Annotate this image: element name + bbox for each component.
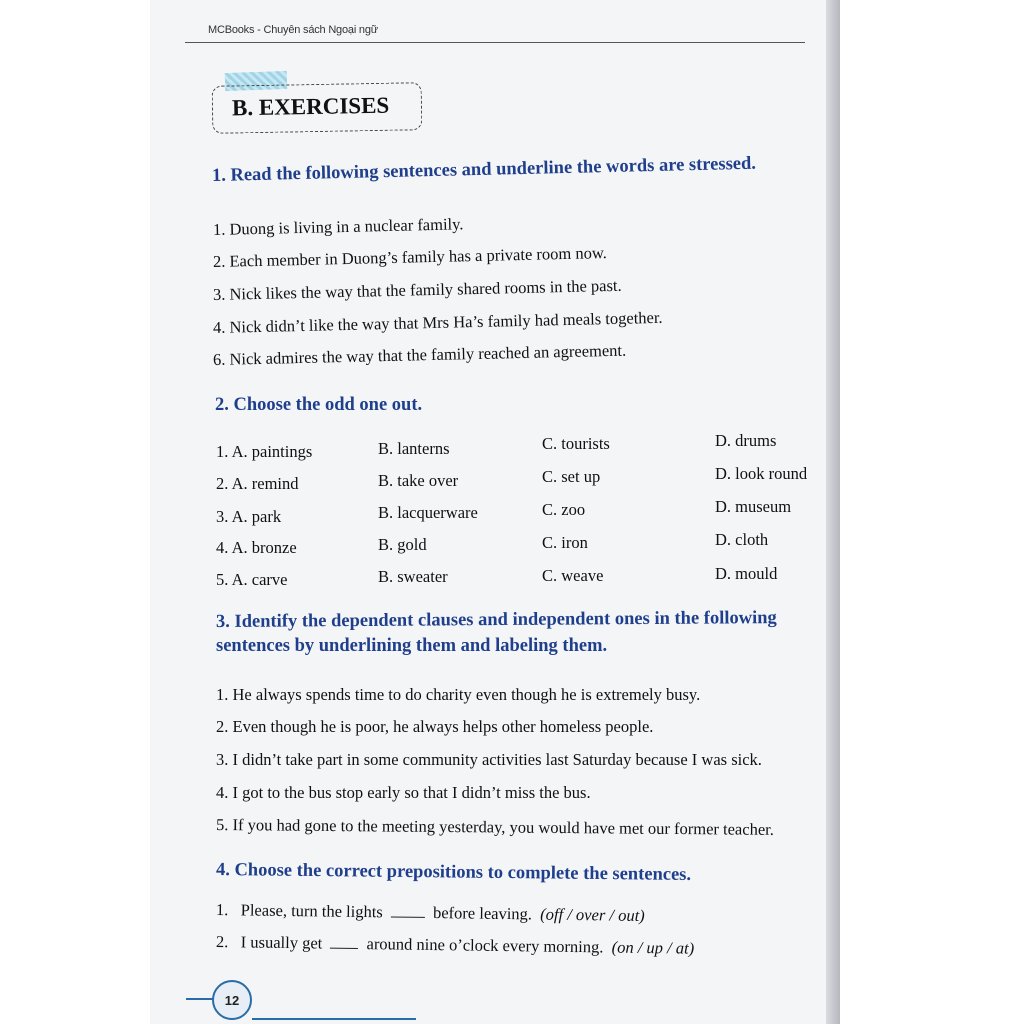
item-text-after: before leaving. — [432, 903, 533, 924]
option-cell: D. mould — [715, 564, 778, 583]
option-cell: B. lacquerware — [378, 503, 478, 522]
option-cell: C. iron — [542, 533, 588, 552]
item-number: 2. — [215, 932, 229, 952]
answer-blank[interactable] — [330, 948, 358, 949]
exercise-2-heading: 2. Choose the odd one out. — [215, 395, 423, 415]
exercise-1-item: 1. Duong is living in a nuclear family. — [212, 214, 464, 239]
section-title: B. EXERCISES — [231, 92, 390, 121]
answer-blank[interactable] — [391, 916, 425, 917]
exercise-4-heading: 4. Choose the correct prepositions to complete the sentences. — [215, 860, 692, 885]
option-cell: D. look round — [715, 464, 808, 483]
item-options: (on / up / at) — [611, 937, 695, 958]
exercise-1-item: 2. Each member in Duong’s family has a private room now. — [212, 243, 608, 271]
option-cell: B. sweater — [378, 567, 448, 586]
option-cell: 5. A. carve — [216, 570, 288, 589]
option-cell: D. drums — [715, 431, 777, 450]
option-cell: B. gold — [378, 535, 427, 554]
option-cell: 1. A. paintings — [216, 442, 313, 461]
option-cell: B. take over — [378, 471, 459, 490]
exercise-1-heading: 1. Read the following sentences and underline the words are stressed. — [211, 153, 757, 186]
option-cell: 4. A. bronze — [216, 538, 297, 557]
option-cell: C. set up — [542, 467, 601, 486]
exercise-3-item: 4. I got to the bus stop early so that I didn’t miss the bus. — [216, 783, 591, 802]
option-cell: B. lanterns — [378, 439, 450, 458]
option-cell: D. museum — [715, 497, 792, 516]
exercise-1-item: 4. Nick didn’t like the way that Mrs Ha’s family had meals together. — [212, 307, 663, 337]
item-text-before: I usually get — [240, 932, 323, 953]
exercise-3-heading: 3. Identify the dependent clauses and independent ones in the following — [215, 608, 777, 632]
footer-rule-right — [252, 1018, 416, 1020]
page-number: 12 — [212, 980, 252, 1020]
option-cell: 2. A. remind — [216, 474, 299, 493]
item-number: 1. — [215, 900, 229, 920]
publisher-header: MCBooks - Chuyên sách Ngoại ngữ — [208, 24, 378, 36]
item-options: (off / over / out) — [540, 904, 645, 925]
exercise-3-item: 3. I didn’t take part in some community activities last Saturday because I was sick. — [216, 750, 762, 769]
exercise-3-item: 2. Even though he is poor, he always helps other homeless people. — [216, 717, 654, 736]
exercise-3-item: 1. He always spends time to do charity even though he is extremely busy. — [216, 685, 701, 704]
item-text-after: around nine o’clock every morning. — [366, 934, 604, 957]
option-cell: C. weave — [542, 566, 604, 585]
option-cell: C. zoo — [542, 500, 586, 519]
exercise-3-heading-cont: sentences by underlining them and labeling them. — [216, 636, 608, 656]
option-cell: C. tourists — [542, 434, 610, 453]
option-cell: 3. A. park — [216, 507, 282, 526]
page-edge-shadow — [826, 0, 840, 1024]
item-text-before: Please, turn the lights — [240, 900, 383, 922]
exercise-1-item: 3. Nick likes the way that the family shared rooms in the past. — [212, 275, 622, 304]
option-cell: D. cloth — [715, 530, 769, 549]
header-rule — [185, 42, 805, 43]
exercise-1-item: 6. Nick admires the way that the family reached an agreement. — [212, 340, 627, 369]
exercise-3-item: 5. If you had gone to the meeting yesterday, you would have met our former teacher. — [215, 815, 774, 839]
page-number-badge — [186, 980, 416, 1020]
